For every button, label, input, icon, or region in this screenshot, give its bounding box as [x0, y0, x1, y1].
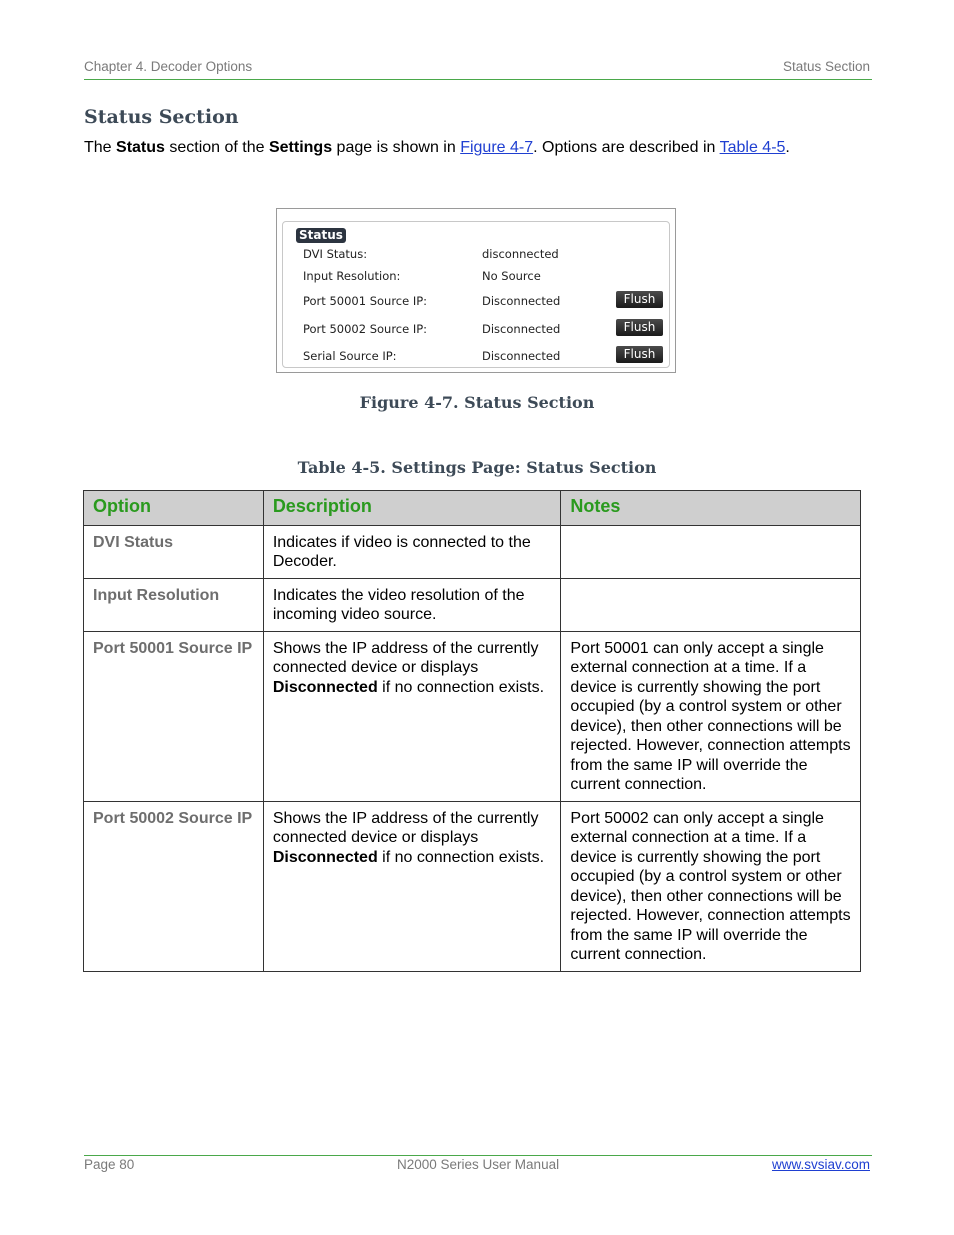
table-caption: Table 4-5. Settings Page: Status Section [297, 458, 657, 477]
description-bold: Disconnected [272, 848, 378, 866]
options-table [83, 490, 861, 972]
col-header-description: Description [263, 491, 561, 526]
intro-paragraph [84, 139, 790, 157]
intro-text: page is shown in [332, 139, 461, 156]
header-rule [84, 79, 872, 80]
notes-cell: Port 50001 can only accept a single external connection at a time. If a device is currently showing the port occupied (by a control system or other device), then other connections will be rejected. However, connection attempts from the same IP will override the current connection. [561, 631, 861, 801]
status-value: No Source [482, 269, 541, 283]
status-value: Disconnected [482, 322, 561, 336]
description-text: Shows the IP address of the currently connected device or displays [272, 809, 539, 846]
notes-cell [561, 578, 861, 631]
intro-bold-status: Status [116, 139, 165, 156]
intro-text: . Options are described in [533, 139, 720, 156]
status-label: Port 50001 Source IP: [303, 294, 428, 308]
description-cell [263, 631, 561, 801]
description-bold: Disconnected [272, 678, 378, 696]
intro-bold-settings: Settings [268, 139, 333, 156]
table-header-row [84, 491, 861, 526]
figure-caption: Figure 4-7. Status Section [359, 393, 595, 412]
chapter-title: Chapter 4. Decoder Options [84, 59, 253, 74]
option-cell: Input Resolution [84, 578, 264, 631]
table-row [84, 801, 861, 971]
status-value: Disconnected [482, 294, 561, 308]
option-cell: Port 50001 Source IP [84, 631, 264, 801]
status-label: Input Resolution: [303, 269, 401, 283]
status-label: Serial Source IP: [303, 349, 397, 363]
table-link[interactable]: Table 4-5 [719, 139, 786, 156]
figure-link[interactable]: Figure 4-7 [460, 139, 534, 156]
flush-button-50002[interactable]: Flush [616, 319, 663, 336]
flush-button-serial[interactable]: Flush [616, 346, 663, 363]
description-text: if no connection exists. [377, 848, 545, 866]
intro-text: section of the [164, 139, 269, 156]
footer-rule [84, 1155, 872, 1156]
notes-cell: Port 50002 can only accept a single external connection at a time. If a device is currently showing the port occupied (by a control system or other device), then other connections will be rejected. However, connection attempts from the same IP will override the current connection. [561, 801, 861, 971]
status-legend: Status [296, 228, 346, 243]
status-fieldset [282, 221, 670, 368]
notes-cell [561, 525, 861, 578]
website-link[interactable]: www.svsiav.com [771, 1157, 870, 1172]
page-number: Page 80 [84, 1157, 135, 1172]
intro-text: . [785, 139, 790, 156]
description-cell [263, 578, 561, 631]
page-header [84, 59, 870, 79]
status-figure [276, 208, 676, 373]
description-text: Shows the IP address of the currently connected device or displays [272, 639, 539, 676]
description-text: Indicates the video resolution of the incoming video source. [272, 586, 525, 623]
status-value: disconnected [482, 247, 559, 261]
manual-title: N2000 Series User Manual [397, 1157, 560, 1172]
table-row [84, 578, 861, 631]
intro-text: The [84, 139, 117, 156]
col-header-notes: Notes [561, 491, 861, 526]
table-row [84, 525, 861, 578]
table-row [84, 631, 861, 801]
section-title: Status Section [782, 59, 870, 74]
option-cell: DVI Status [84, 525, 264, 578]
option-cell: Port 50002 Source IP [84, 801, 264, 971]
flush-button-50001[interactable]: Flush [616, 291, 663, 308]
section-heading: Status Section [84, 106, 239, 128]
description-cell [263, 525, 561, 578]
status-value: Disconnected [482, 349, 561, 363]
description-text: Indicates if video is connected to the Decoder. [272, 533, 531, 570]
description-text: if no connection exists. [377, 678, 545, 696]
col-header-option: Option [84, 491, 264, 526]
status-label: Port 50002 Source IP: [303, 322, 428, 336]
status-label: DVI Status: [303, 247, 368, 261]
description-cell [263, 801, 561, 971]
